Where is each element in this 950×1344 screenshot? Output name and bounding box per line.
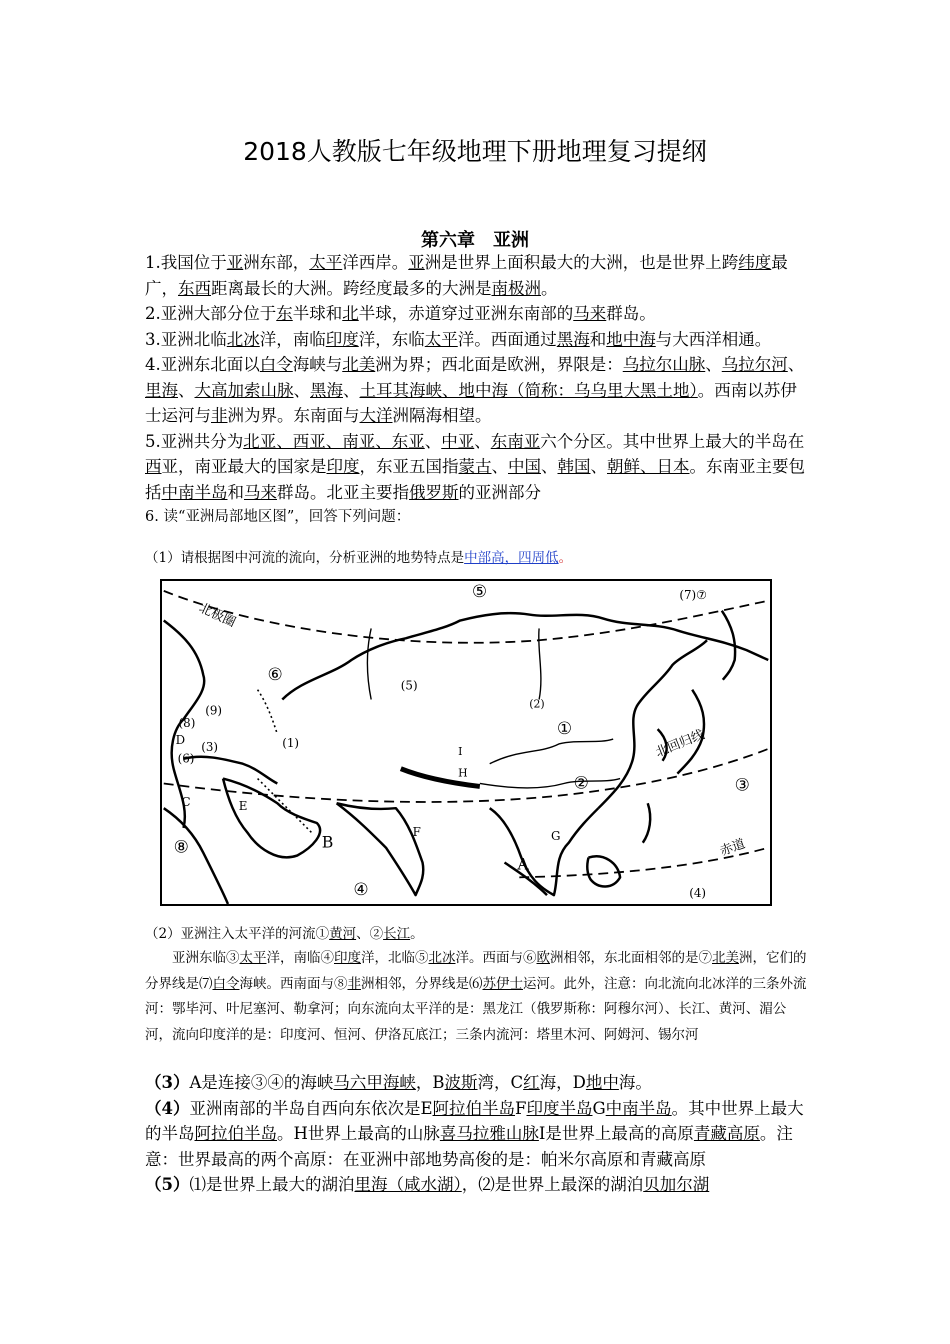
river-ob [367,628,371,699]
coastline-arabia [223,779,320,858]
question-6-2 [145,923,813,1048]
document-title: 2018人教版七年级地理下册地理复习提纲 [243,137,707,166]
label-n3: ③ [734,774,750,795]
label-arctic-circle: 北极圈 [196,600,238,631]
label-C: C [181,795,191,810]
label-F: F [412,824,421,839]
question-2: 2.亚洲大部分位于东半球和北半球，赤道穿过亚洲东南部的马来群岛。 [145,304,656,323]
island-borneo [587,856,620,886]
label-n7: (7)⑦ [679,587,707,602]
suez-pointer [258,779,312,833]
label-tropic: 北回归线 [653,727,707,761]
himalaya-line [401,766,480,787]
label-n1: ① [556,718,572,739]
question-1: 1.我国位于亚洲东部，太平洋西岸。亚洲是世界上面积最大的大洲，也是世界上跨纬度最广，东西距离最长的大洲。跨经度最多的大洲是南极洲。 [145,253,788,298]
question-3: 3.亚洲北临北冰洋，南临印度洋，东临太平洋。西面通过黑海和地中海与大西洋相通。 [145,329,772,349]
chapter-heading: 第六章 亚洲 [421,230,529,251]
label-p8: (8) [178,716,196,731]
label-D: D [175,732,186,747]
question-5: 5.亚洲共分为北亚、西亚、南亚、东亚、中亚、东南亚六个分区。其中世界上最大的半岛在西亚，南亚最大的国家是印度，东亚五国指蒙古、中国、韩国、朝鲜、日本。东南亚主要包括中南半岛和马来群岛。北亚主要指俄罗斯的亚洲部分 [145,431,805,502]
label-H: H [458,766,468,780]
question-6-intro: 6. 读“亚洲局部地区图”，回答下列问题： [145,509,411,525]
label-I: I [458,744,463,758]
himalaya-mountains [401,766,480,787]
coastline-india [337,803,424,895]
label-p6: (6) [177,751,195,766]
asia-map-drawing [162,581,770,904]
coastline-north [282,613,768,699]
label-p4: (4) [689,886,707,901]
label-p2: (2) [529,697,545,711]
ural-boundary [258,690,278,734]
question-6-2-oceans: 亚洲东临③太平洋，南临④印度洋，北临⑤北冰洋。西面与⑥欧洲相邻，东北面相邻的是⑦北美洲，它们的分界线是⑺白令海峡。西南面与⑧非洲相邻，分界线是⑹苏伊士运河。此外，注意：向北流向北冰洋的三条外流河：鄂毕河、叶尼塞河、勒拿河；向东流向太平洋的是：黑龙江（俄罗斯称：阿穆尔河）、长江、黄河、湄公河，流向印度洋的是：印度河、恒河、伊洛瓦底江；三条内流河：塔里木河、阿姆河、锡尔河 [145,950,807,1043]
label-equator: 赤道 [718,836,748,860]
question-6-3: （3）A是连接③④的海峡马六甲海峡，B波斯湾，C红海，D地中海。 [145,1073,652,1092]
label-n5: ⑤ [471,581,487,601]
question-4: 4.亚洲东北面以白令海峡与北美洲为界；西北面是欧洲，界限是：乌拉尔山脉、乌拉尔河、里海、大高加索山脉、黑海、土耳其海峡、地中海（简称：乌乌里大黑土地）。西南以苏伊士运河与非洲为界。东南面与大洋洲隔海相望。 [145,355,805,425]
label-B: B [321,832,334,852]
question-6-2-rivers: （2）亚洲注入太平洋的河流①黄河、②长江。 [145,926,424,942]
question-6-3-5 [145,1070,813,1198]
label-A: A [517,854,529,874]
question-6-5: （5）⑴是世界上最大的湖泊里海（咸水湖），⑵是世界上最深的湖泊贝加尔湖 [145,1175,710,1194]
question-6-1: （1）请根据图中河流的流向，分析亚洲的地势特点是中部高，四周低。 [145,550,573,566]
river-yellow [490,739,613,764]
question-6-4: （4）亚洲南部的半岛自西向东依次是E阿拉伯半岛F印度半岛G中南半岛。其中世界上最大的半岛阿拉伯半岛。H世界上最高的山脉喜马拉雅山脉I是世界上最高的高原青藏高原。注意：世界最高的两个高原：在亚洲中部地势高俊的是：帕米尔高原和青藏高原 [145,1098,804,1169]
label-n4: ④ [353,879,369,900]
label-p5: (5) [400,678,418,693]
island-philippines [643,803,650,843]
label-G: G [550,828,561,843]
label-p3: (3) [201,739,219,754]
label-n8: ⑧ [173,836,189,857]
arctic-circle-line [164,591,769,643]
river-lena [539,628,541,699]
label-n6: ⑥ [267,663,283,684]
label-E: E [238,799,248,814]
asia-map [160,579,772,906]
label-p9: (9) [205,703,223,718]
river-yangtze [480,779,620,788]
label-p1: (1) [282,735,300,750]
label-n2: ② [573,772,589,793]
coastline-indochina [490,808,599,895]
coastline-china [598,640,707,808]
questions-1-5 [145,250,813,531]
